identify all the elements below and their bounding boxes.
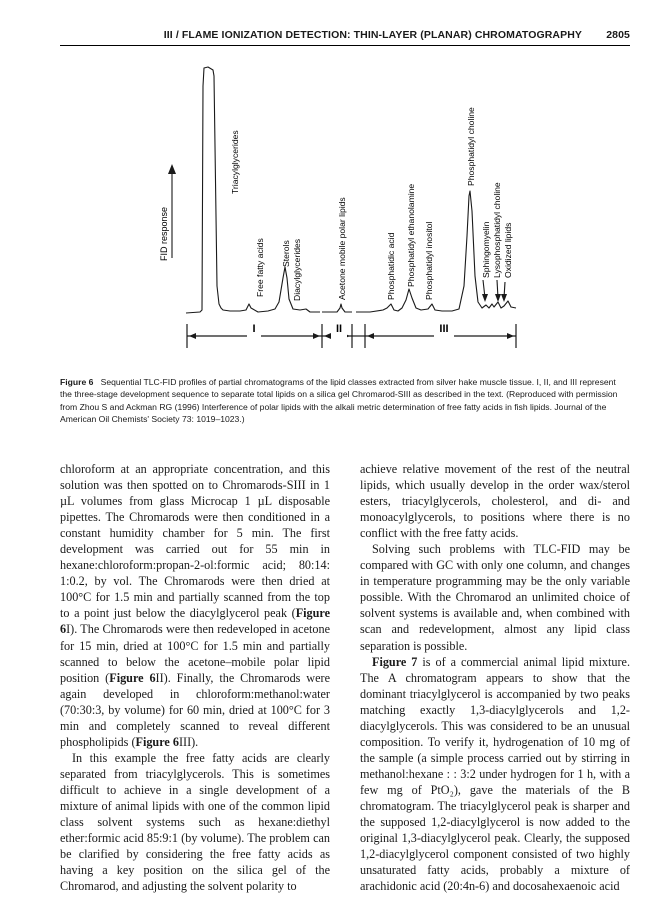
label-lysophosphatidyl-choline: Lysophosphatidyl choline [492, 182, 502, 278]
right-paragraph-1: achieve relative movement of the rest of the neutral lipids, which usually develop in the order wax/sterol esters, triacylglycerols, cholesterol, and di- and monoacylglycerols, to positions where there is no conflict with the free fatty acids. [360, 462, 630, 541]
page-number: 2805 [606, 29, 630, 41]
label-triacylglycerides: Triacylglycerides [230, 130, 240, 194]
figure-caption [60, 376, 620, 425]
label-sterols: Sterols [281, 240, 291, 267]
label-free-fatty-acids: Free fatty acids [255, 238, 265, 297]
label-oxidized-lipids: Oxidized lipids [503, 222, 513, 278]
trace-stage-2 [322, 304, 352, 312]
text-run: chloroform at an appropriate concentration, and this solution was then spotted on to Chromarods-SIII in 1 µL volumes from glass Microcap 1 µL disposable pipettes. The Chromarods were then conditioned in a constant humidity chamber for 5 min. The first development was carried out for 55 min in hexane:chloroform:propan-2-ol:formic acid; 80:14: 1:0.2, by vol. The Chromarods were then dried at 100°C for 1.5 min and partially scanned from the top to a point just below the diacylglycerol peak ( [60, 462, 330, 621]
running-title: III / FLAME IONIZATION DETECTION: THIN-LAYER (PLANAR) CHROMATOGRAPHY [163, 29, 582, 41]
stage-label-2: II [335, 323, 343, 335]
label-phosphatidic-acid: Phosphatidic acid [386, 232, 396, 300]
label-phosphatidyl-ethanolamine: Phosphatidyl ethanolamine [406, 183, 416, 287]
text-run: III). [178, 734, 199, 749]
body-column-right [360, 461, 630, 894]
left-paragraph-2: In this example the free fatty acids are clearly separated from triacylglycerols. This is sometimes difficult to achieve in a single development of a mixture of animal lipids with one of the common lipid class solvent systems such as hexane:diethyl ether:formic acid 85:9:1 (by volume). The problem can be clarified by considering the free fatty acids as having a key position on the silica gel of the Chromarod, and adjusting the solvent polarity to [60, 750, 330, 894]
running-header [60, 25, 630, 41]
label-sphingomyelin: Sphingomyelin [481, 221, 491, 278]
caption-text: Sequential TLC-FID profiles of partial chromatograms of the lipid classes extracted from silver hake muscle tissue. I, II, and III represent the three-stage development sequence to separate total lipids on a silica gel Chromarod-SIII as described in the text. (Reproduced with permission from Zhou S and Ackman RG (1996) Interference of polar lipids with the alkali metric determination of free fatty acids in fish lipids. Journal of the American Oil Chemists' Society 73: 1019–1023.) [60, 377, 618, 424]
text-run: II). Finally, the Chromarods were again developed in chloroform:methanol:water (70:30:3, by volume) for 60 min, dried at 100°C for 3 min and completely scanned to reveal different phospholipids ( [60, 670, 330, 749]
label-phosphatidyl-inositol: Phosphatidyl inositol [424, 221, 434, 300]
y-axis-arrow [168, 164, 176, 258]
stage-label-3: III [439, 323, 449, 335]
label-acetone-mobile: Acetone mobile polar lipids [337, 197, 347, 300]
left-paragraph-1 [60, 461, 330, 750]
y-axis-label: FID response [159, 206, 169, 261]
right-paragraph-3 [360, 654, 630, 895]
right-paragraph-2: Solving such problems with TLC-FID may be compared with GC with only one column, and changes in temperature programming may be the only variable possible. With the Chromarod an unlimited choice of solvent systems is available and, when combined with scan and redevelopment, almost any lipid class separation is possible. [360, 542, 630, 653]
body-column-left [60, 461, 330, 894]
stage-label-1: I [252, 323, 256, 335]
figure-reference[interactable]: Figure 6 [135, 734, 179, 749]
figure-reference[interactable]: Figure 7 [372, 654, 418, 669]
text-run: I). The Chromarods were then redeveloped in acetone for 15 min, dried at 100°C for 1.5 min and partially scanned to below the acetone–mobile polar lipid position ( [60, 622, 330, 685]
chromatogram-figure [0, 46, 668, 376]
caption-label: Figure 6 [60, 377, 94, 387]
label-diacylglycerides: Diacylglycerides [292, 238, 302, 301]
figure-reference[interactable]: Figure 6 [109, 670, 156, 685]
text-run: is of a commercial animal lipid mixture. The A chromatogram appears to show that the dominant triacylglycerol is accompanied by two peaks matching exactly 1,3-diacylglycerols and 1,2-diacylglycerols. This was considered to be an unusual composition. To verify it, hydrogenation of 10 mg of the sample (a simple process carried out by stirring in methanol:hexane : : 3:2 under hydrogen for 1 h, with a few mg of PtO₂), gave the materials of the B chromatogram. The triacylglycerol peak is sharper and the supposed 1,2-diacylglycerol is now added to the original 1,3-diacylglycerol peak. Clearly, the supposed 1,2-diacylglycerol component consisted of two highly unsaturated fatty acids, probably a mixture of arachidonic acid (20:4n-6) and docosahexaenoic acid [360, 654, 630, 894]
figure-reference[interactable]: Figure 6 [60, 606, 330, 637]
label-phosphatidyl-choline: Phosphatidyl choline [466, 107, 476, 186]
